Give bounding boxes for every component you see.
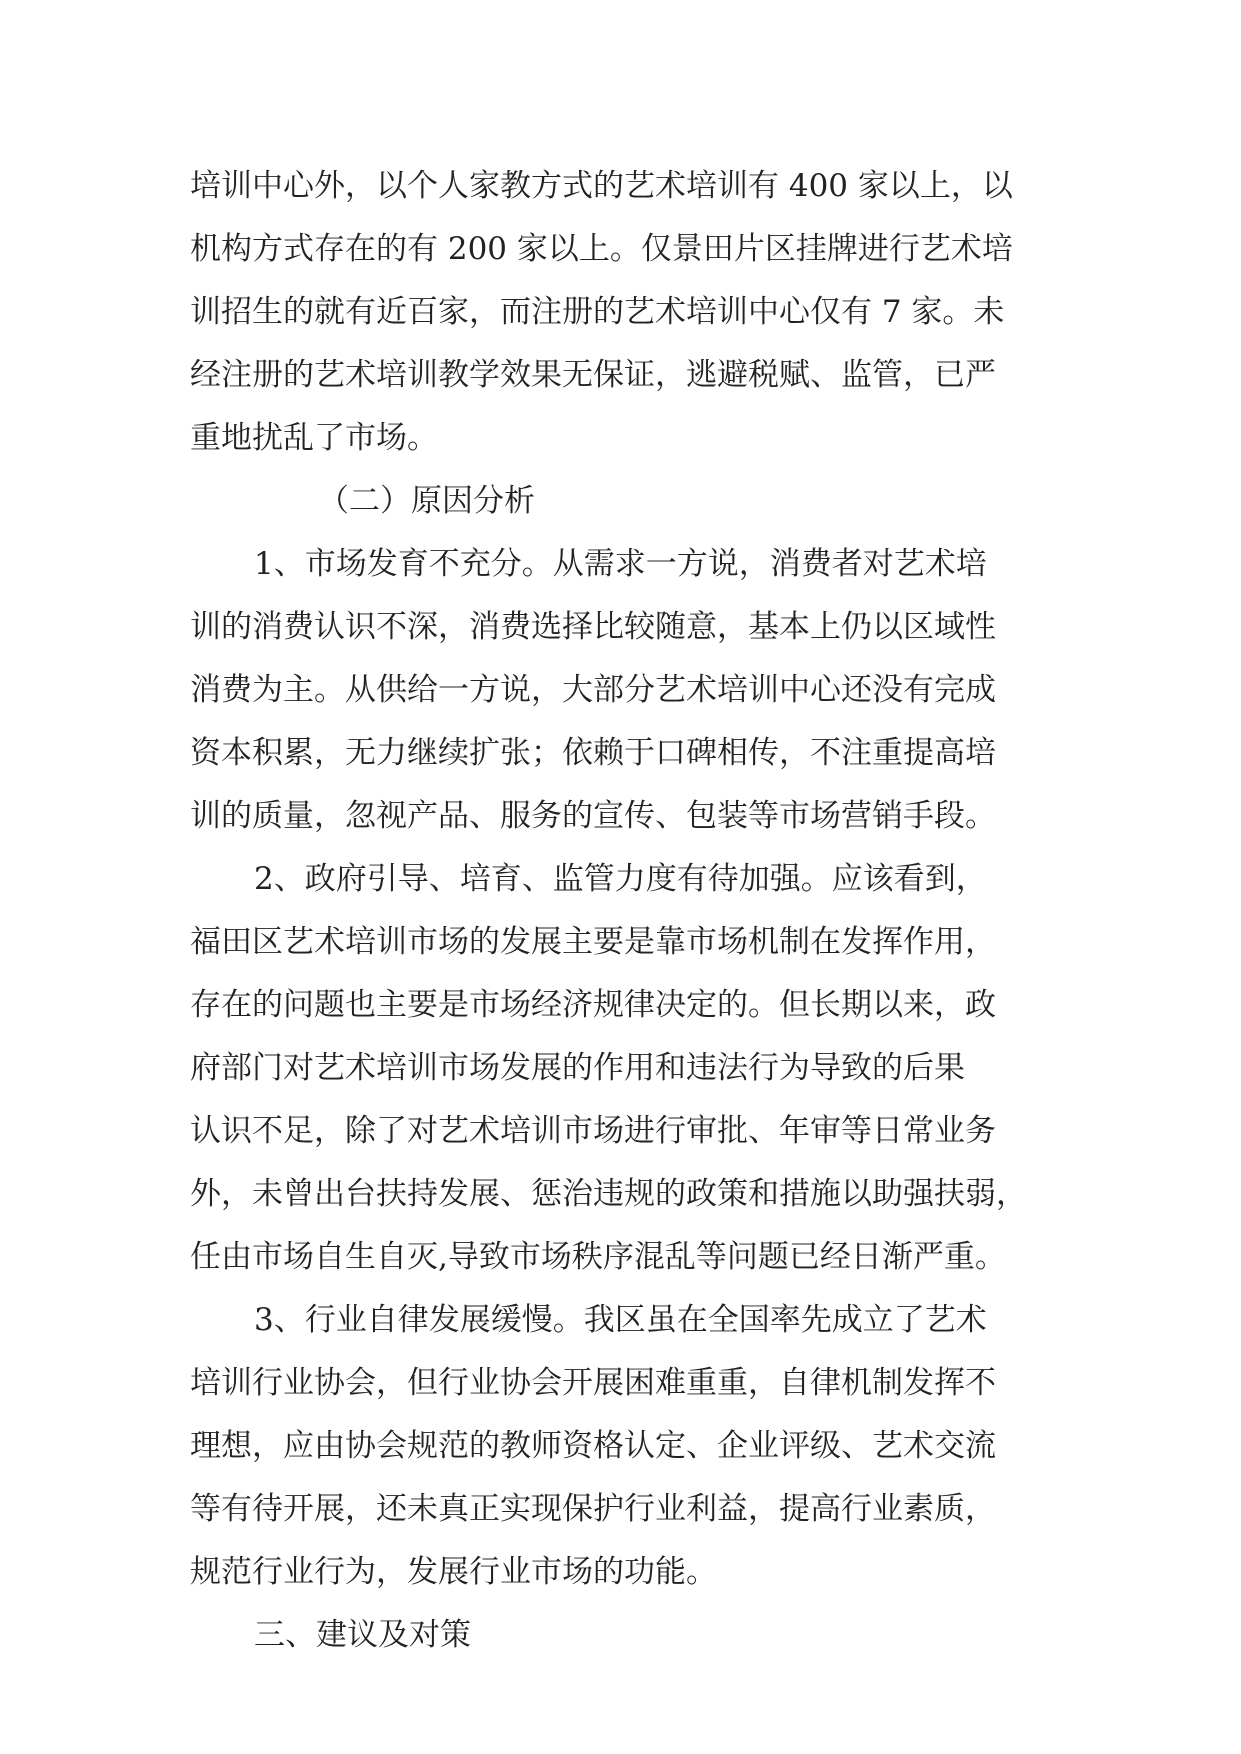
paragraph-government-guidance [190,848,1070,1289]
text-line: 存在的问题也主要是市场经济规律决定的。但长期以来，政 [190,987,996,1023]
text-line: 府部门对艺术培训市场发展的作用和违法行为导致的后果 [190,1050,965,1086]
text-line: 认识不足，除了对艺术培训市场进行审批、年审等日常业务 [190,1113,996,1149]
paragraph-statistics [190,155,1070,470]
text-line: 训的消费认识不深，消费选择比较随意，基本上仍以区域性 [190,609,996,645]
text-line: 资本积累，无力继续扩张；依赖于口碑相传，不注重提高培 [190,735,996,771]
text-line: 培训行业协会，但行业协会开展困难重重，自律机制发挥不 [190,1365,996,1401]
heading-line: （二）原因分析 [318,483,535,519]
section-heading-recommendations [190,1604,1070,1667]
text-line: 3、行业自律发展缓慢。我区虽在全国率先成立了艺术 [254,1302,987,1338]
text-line: 消费为主。从供给一方说，大部分艺术培训中心还没有完成 [190,672,996,708]
text-line: 训招生的就有近百家，而注册的艺术培训中心仅有 7 家。未 [190,294,1005,330]
text-line: 经注册的艺术培训教学效果无保证，逃避税赋、监管，已严 [190,357,996,393]
text-line: 理想，应由协会规范的教师资格认定、企业评级、艺术交流 [190,1428,996,1464]
text-line: 2、政府引导、培育、监管力度有待加强。应该看到， [254,861,987,897]
paragraph-industry-self-discipline [190,1289,1070,1604]
text-line: 福田区艺术培训市场的发展主要是靠市场机制在发挥作用， [190,924,996,960]
text-line: 规范行业行为，发展行业市场的功能。 [190,1554,717,1590]
text-line: 训的质量，忽视产品、服务的宣传、包装等市场营销手段。 [190,798,996,834]
text-line: 等有待开展，还未真正实现保护行业利益，提高行业素质， [190,1491,996,1527]
paragraph-market-immaturity [190,533,1070,848]
text-line: 外，未曾出台扶持发展、惩治违规的政策和措施以助强扶弱， [190,1176,1027,1212]
text-line: 重地扰乱了市场。 [190,420,438,456]
text-line: 机构方式存在的有 200 家以上。仅景田片区挂牌进行艺术培 [190,231,1013,267]
text-line: 1、市场发育不充分。从需求一方说，消费者对艺术培 [254,546,987,582]
document-body [190,155,1070,1667]
section-heading-cause-analysis [190,470,1070,533]
heading-line: 三、建议及对策 [254,1617,471,1653]
text-line: 任由市场自生自灭,导致市场秩序混乱等问题已经日渐严重。 [190,1239,1006,1275]
text-line: 培训中心外，以个人家教方式的艺术培训有 400 家以上，以 [190,168,1013,204]
